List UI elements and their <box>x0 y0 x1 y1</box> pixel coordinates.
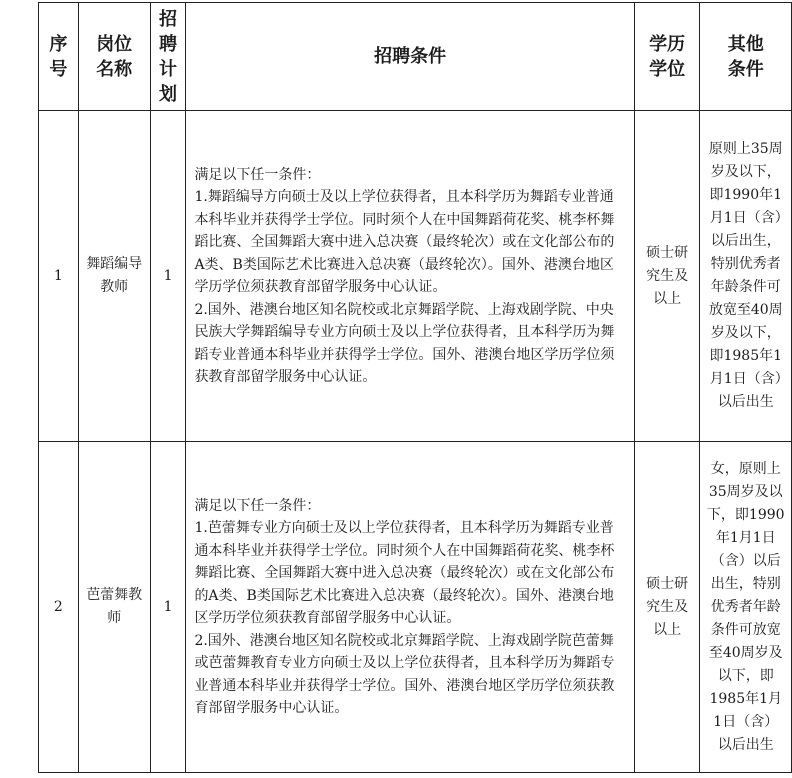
cell-plan: 1 <box>150 442 186 773</box>
condition-item: 2.国外、港澳台地区知名院校或北京舞蹈学院、上海戏剧学院、中央民族大学舞蹈编导专业方向硕士及以上学位获得者，且本科学历为舞蹈专业普通本科毕业并获得学士学位。国外、港澳台地区学历学位须获教育部留学服务中心认证。 <box>194 301 615 385</box>
condition-item: 2.国外、港澳台地区知名院校或北京舞蹈学院、上海戏剧学院芭蕾舞或芭蕾舞教育专业方向硕士及以上学位获得者，且本科学历为舞蹈专业普通本科毕业并获得学士学位。国外、港澳台地区学历学位须获教育部留学服务中心认证。 <box>194 632 615 716</box>
cell-position: 舞蹈编导教师 <box>78 111 150 442</box>
header-position: 岗位名称 <box>78 3 150 111</box>
cell-conditions <box>186 442 634 773</box>
cell-other: 原则上35周岁及以下，即1990年1月1日（含）以后出生，特别优秀者年龄条件可放宽至40周岁及以下，即1985年1月1日（含）以后出生 <box>700 111 792 442</box>
cell-degree: 硕士研究生及以上 <box>634 442 700 773</box>
header-plan: 招聘计划 <box>150 3 186 111</box>
condition-intro: 满足以下任一条件： <box>194 166 321 183</box>
cell-plan: 1 <box>150 111 186 442</box>
header-row <box>39 3 792 111</box>
header-other: 其他条件 <box>700 3 792 111</box>
condition-item: 1.舞蹈编导方向硕士及以上学位获得者，且本科学历为舞蹈专业普通本科毕业并获得学士学位。同时须个人在中国舞蹈荷花奖、桃李杯舞蹈比赛、全国舞蹈大赛中进入总决赛（最终轮次）或在文化部公布的A类、B类国际艺术比赛进入总决赛（最终轮次）。国外、港澳台地区学历学位须获教育部留学服务中心认证。 <box>194 189 615 295</box>
cell-other: 女，原则上35周岁及以下，即1990年1月1日（含）以后出生，特别优秀者年龄条件可放宽至40周岁及以下，即1985年1月1日（含）以后出生 <box>700 442 792 773</box>
table-row <box>39 111 792 442</box>
recruitment-table <box>38 2 792 773</box>
cell-degree: 硕士研究生及以上 <box>634 111 700 442</box>
condition-item: 1.芭蕾舞专业方向硕士及以上学位获得者，且本科学历为舞蹈专业普通本科毕业并获得学士学位。同时须个人在中国舞蹈荷花奖、桃李杯舞蹈比赛、全国舞蹈大赛中进入总决赛（最终轮次）或在文化部公布的A类、B类国际艺术比赛进入总决赛（最终轮次）。国外、港澳台地区学历学位须获教育部留学服务中心认证。 <box>194 520 615 626</box>
cell-seq: 1 <box>39 111 79 442</box>
cell-seq: 2 <box>39 442 79 773</box>
cell-position: 芭蕾舞教师 <box>78 442 150 773</box>
header-degree: 学历学位 <box>634 3 700 111</box>
header-seq: 序号 <box>39 3 79 111</box>
cell-conditions <box>186 111 634 442</box>
header-conditions: 招聘条件 <box>186 3 634 111</box>
table-row <box>39 442 792 773</box>
condition-intro: 满足以下任一条件： <box>194 497 321 514</box>
